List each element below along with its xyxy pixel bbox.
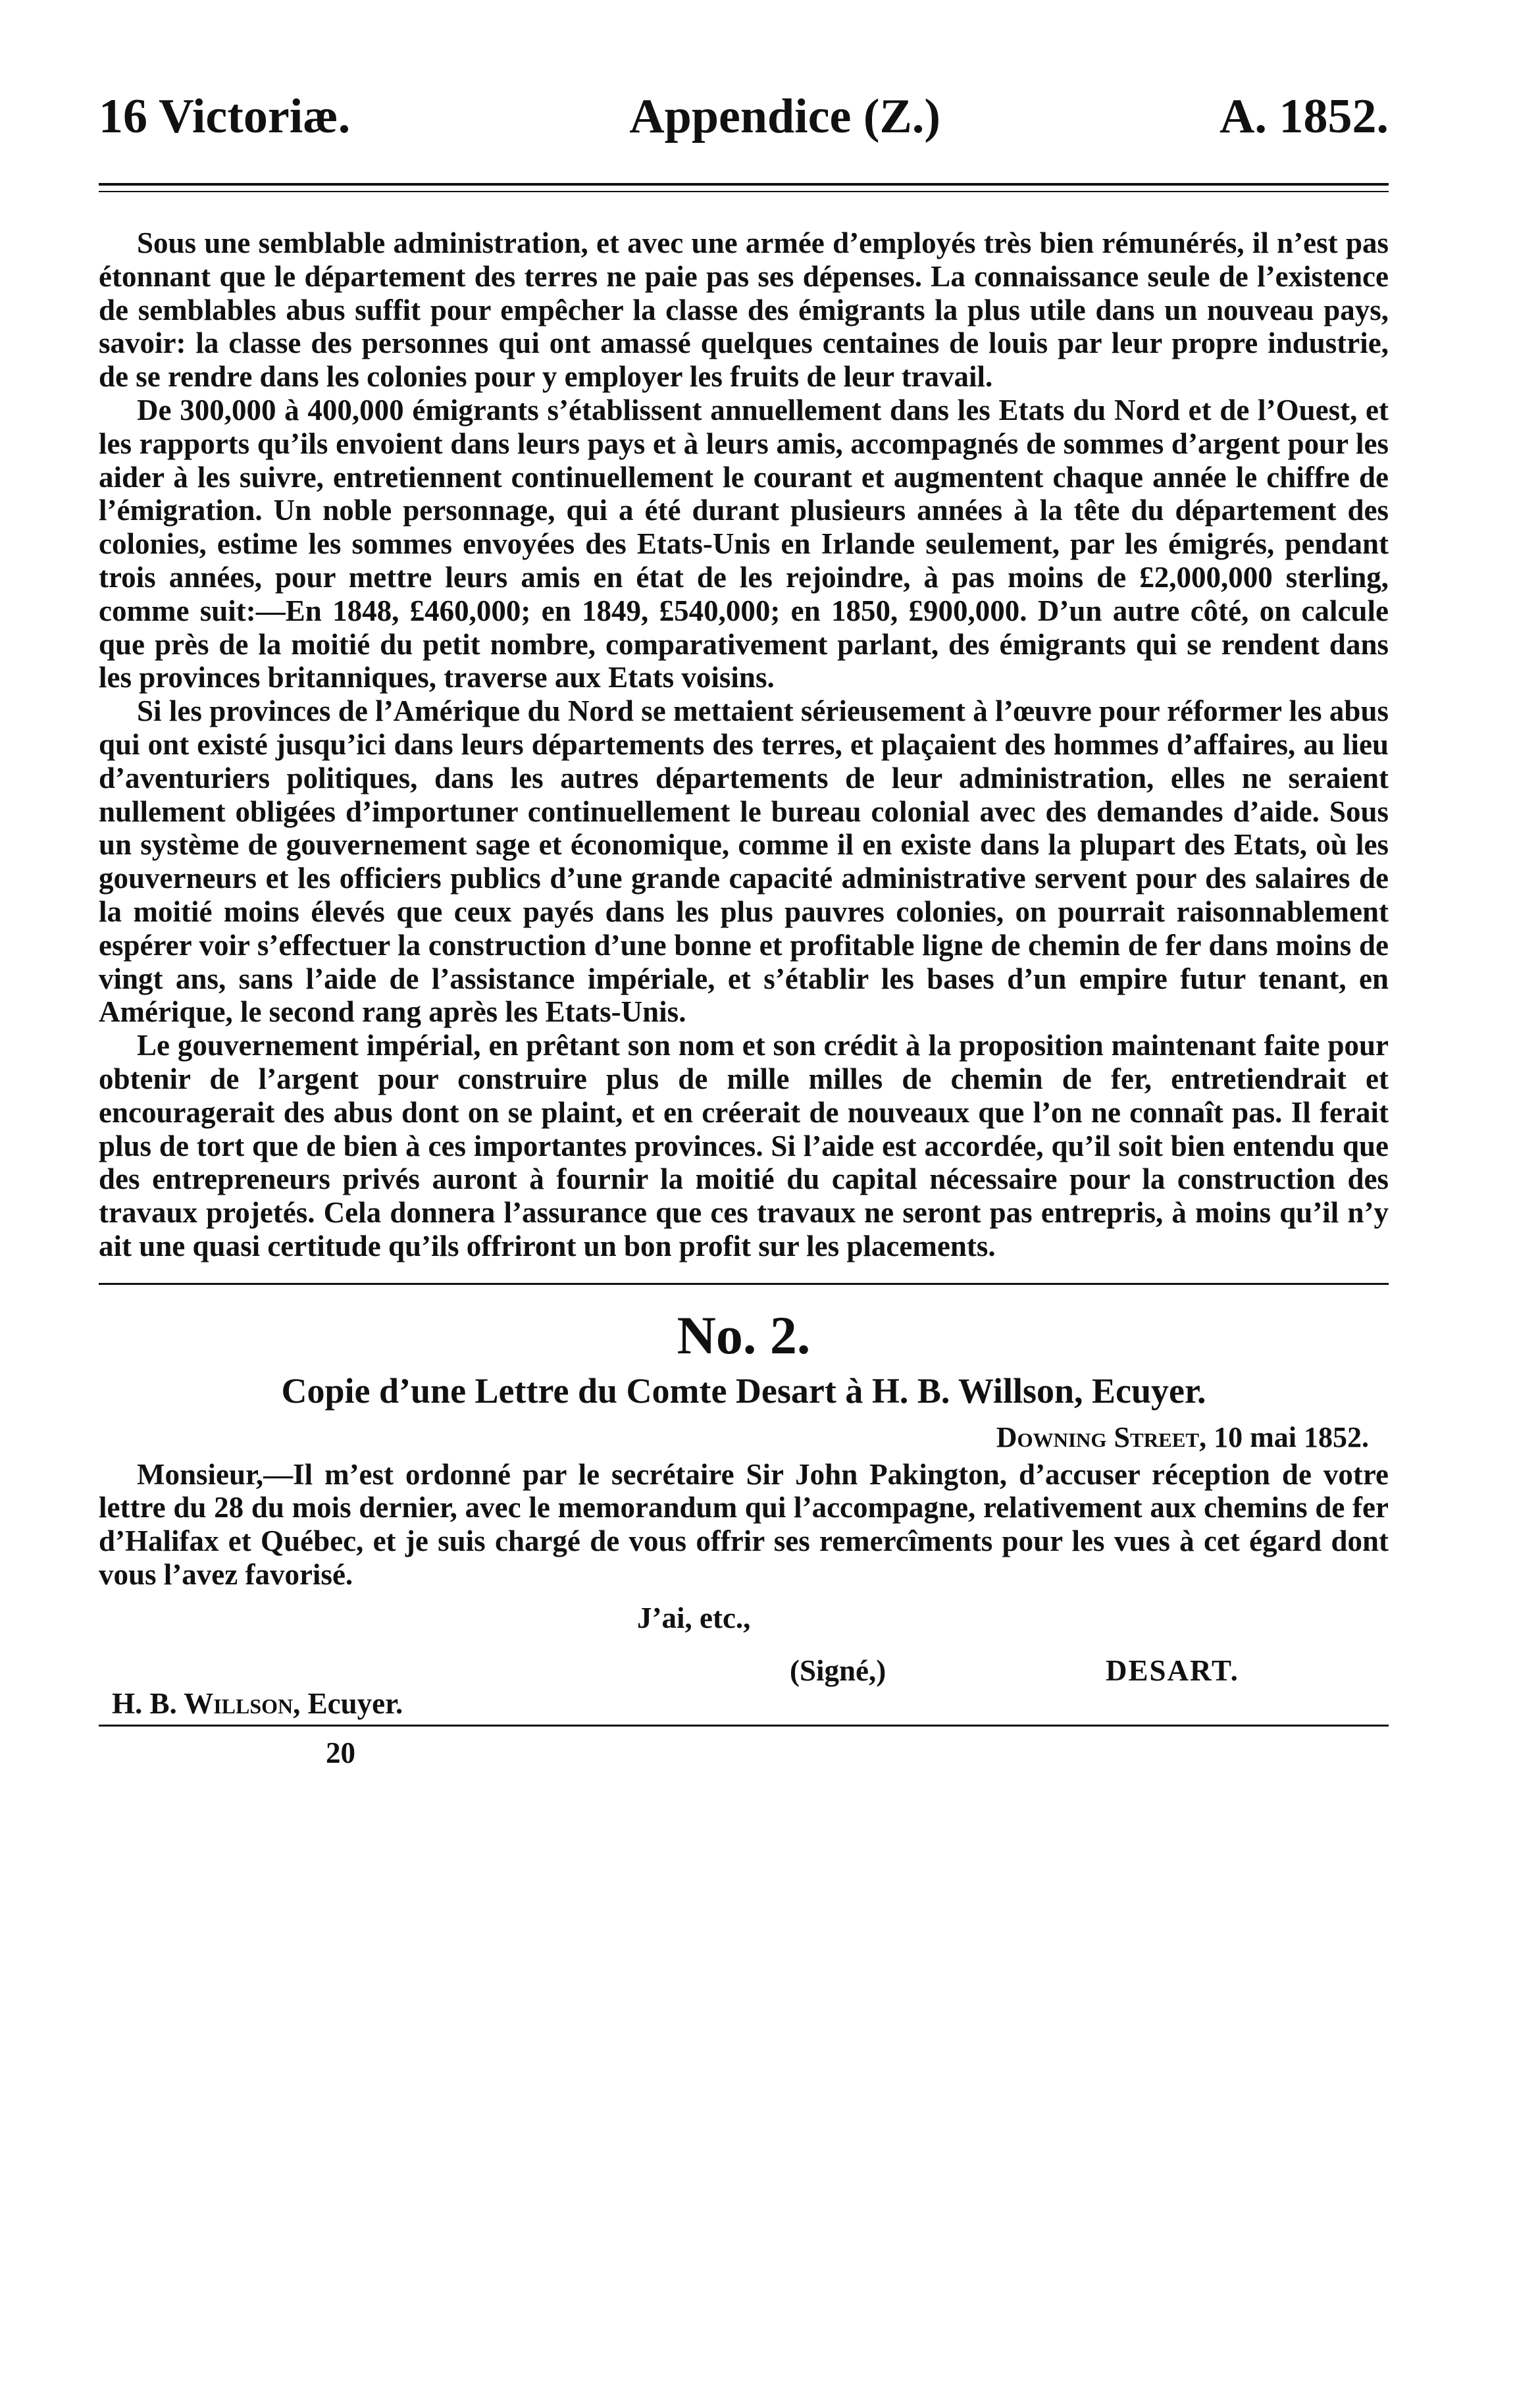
main-text — [99, 226, 1389, 1263]
letter-number: No. 2. — [677, 1305, 811, 1365]
addressee-name: H. B. Willson, — [112, 1686, 301, 1720]
letter-closing — [99, 1601, 1389, 1720]
header-year: A. 1852. — [1219, 90, 1389, 143]
paragraph: De 300,000 à 400,000 émigrants s’établissent annuellement dans les Etats du Nord et de l’Ouest, et les rapports qu’ils envoient dans leurs pays et à leurs amis, accompagnés de sommes d’argent pour les aider à les suivre, entretiennent continuellement le courant et augmentent chaque année le chiffre de l’émigration. Un noble personnage, qui a été durant plusieurs années à la tête du département des colonies, estime les sommes envoyées des Etats-Unis en Irlande seulement, par les émigrés, pendant trois années, pour mettre leurs amis en état de les rejoindre, à pas moins de £2,000,000 sterling, comme suit:—En 1848, £460,000; en 1849, £540,000; en 1850, £900,000. D’un autre côté, on calcule que près de la moitié du petit nombre, comparativement parlant, des émigrants qui se rendent dans les provinces britanniques, traverse aux Etats voisins. — [99, 393, 1389, 694]
signer-name: DESART. — [1106, 1653, 1239, 1687]
dateline-place: Downing Street, — [996, 1420, 1207, 1453]
running-header — [99, 92, 1389, 145]
paragraph: Sous une semblable administration, et avec une armée d’employés très bien rémunérés, il n’est pas étonnant que le département des terres ne paie pas ses dépenses. La connaissance seule de l’existence de semblables abus suffit pour empêcher la classe des émigrants la plus utile dans un nouveau pays, savoir: la classe des personnes qui ont amassé quelques centaines de louis par leur propre industrie, de se rendre dans les colonies pour y employer les fruits de leur travail. — [99, 226, 1389, 394]
page-number: 20 — [326, 1736, 355, 1769]
addressee — [112, 1686, 403, 1721]
paragraph: Si les provinces de l’Amérique du Nord se mettaient sérieusement à l’œuvre pour réformer les abus qui ont existé jusqu’ici dans leurs départements des terres, et plaçaient des hommes d’affaires, au lieu d’aventuriers politiques, dans les autres départements de leur administration, elles ne seraient nullement obligées d’importuner continuellement le bureau colonial avec des demandes d’aide. Sous un système de gouvernement sage et économique, comme il en existe dans la plupart des Etats, où les gouverneurs et les officiers publics d’une grande capacité administrative servent pour des salaires de la moitié moins élevés que ceux payés dans les plus pauvres colonies, on pourrait raisonnablement espérer voir s’effectuer la construction d’une bonne et profitable ligne de chemin de fer dans moins de vingt ans, sans l’aide de l’assistance impériale, et s’établir les bases d’un empire futur tenant, en Amérique, le second rang après les Etats-Unis. — [99, 694, 1389, 1029]
header-rule — [99, 183, 1389, 192]
addressee-title: Ecuyer. — [307, 1686, 403, 1720]
footer-rule — [99, 1725, 1389, 1727]
header-session: 16 Victoriæ. — [99, 90, 351, 143]
document-page — [99, 92, 1389, 1770]
letter-paragraph: Monsieur,—Il m’est ordonné par le secrétaire Sir John Pakington, d’accuser réception de votre lettre du 28 du mois dernier, avec le memorandum qui l’accompagne, relativement aux chemins de fer d’Halifax et Québec, et je suis chargé de vous offrir ses remercîments pour les vues à cet égard dont vous l’avez favorisé. — [99, 1457, 1389, 1591]
signed-label: (Signé,) — [790, 1653, 886, 1687]
letter-dateline — [99, 1420, 1389, 1454]
header-appendix: Appendice (Z.) — [629, 90, 941, 143]
letter-title: Copie d’une Lettre du Comte Desart à H. B. Willson, Ecuyer. — [281, 1371, 1206, 1411]
section-rule — [99, 1283, 1389, 1285]
letter-body — [99, 1458, 1389, 1592]
closing-formula: J’ai, etc., — [637, 1601, 751, 1634]
paragraph: Le gouvernement impérial, en prêtant son nom et son crédit à la proposition maintenant faite pour obtenir de l’argent pour construire plus de mille milles de chemin de fer, entretiendrait et encouragerait des abus dont on se plaint, et en créerait de nouveaux que l’on ne connaît pas. Il ferait plus de tort que de bien à ces importantes provinces. Si l’aide est accordée, qu’il soit bien entendu que des entrepreneurs privés auront à fournir la moitié du capital nécessaire pour la construction des travaux projetés. Cela donnera l’assurance que ces travaux ne seront pas entrepris, à moins qu’il n’y ait une quasi certitude qu’ils offriront un bon profit sur les placements. — [99, 1029, 1389, 1262]
dateline-date: 10 mai 1852. — [1214, 1420, 1369, 1453]
